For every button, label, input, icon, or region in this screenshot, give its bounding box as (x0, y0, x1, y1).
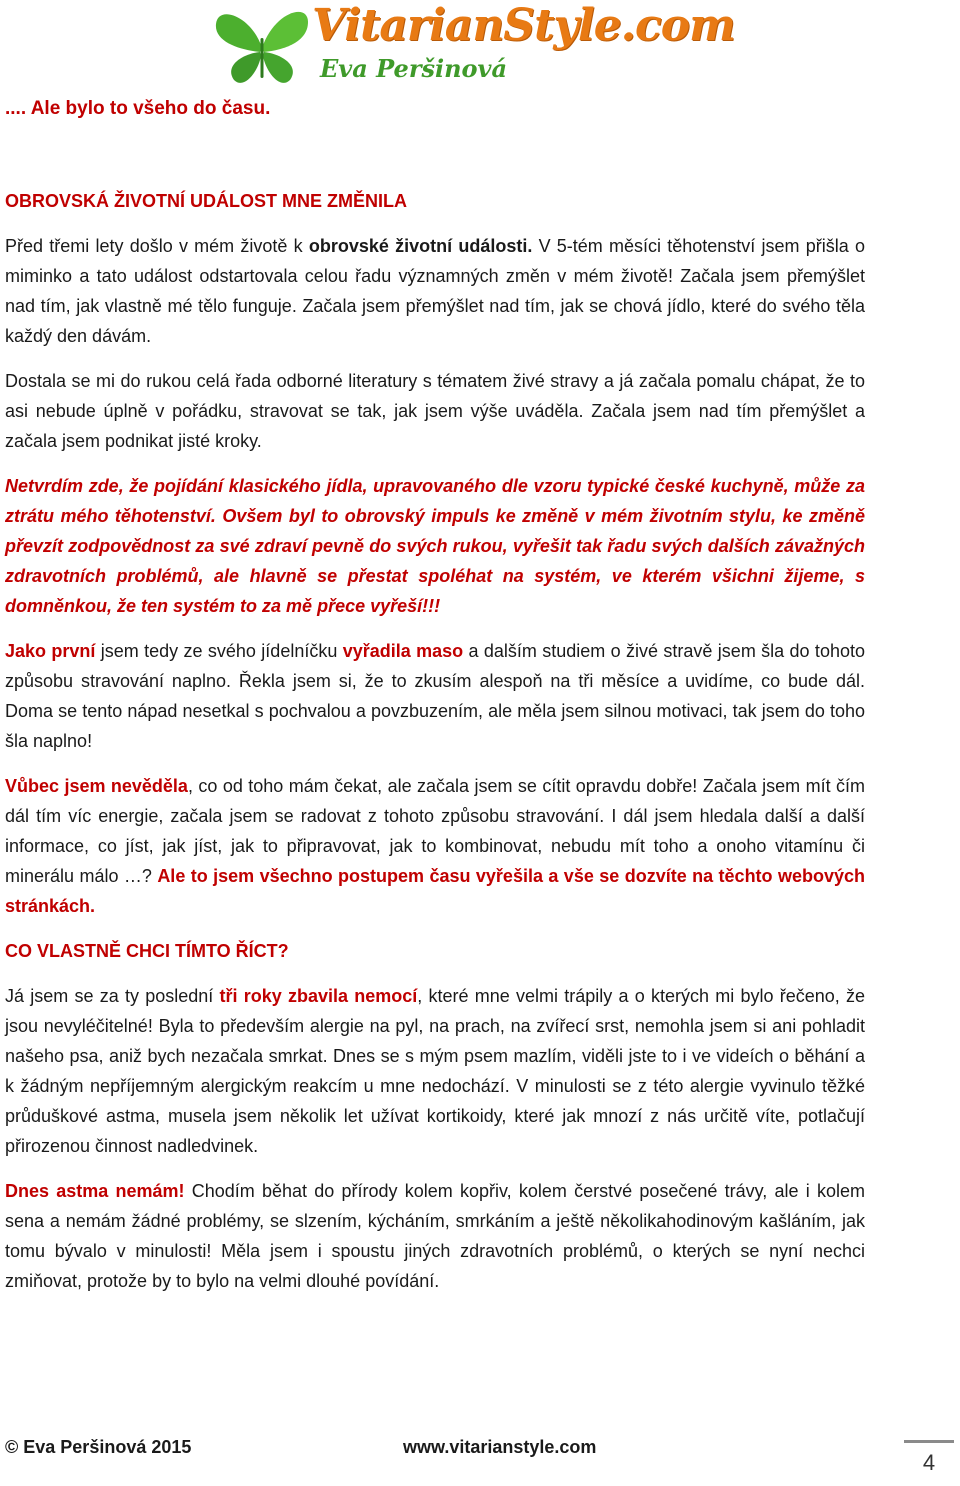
bold-red-text: vyřadila maso (342, 641, 464, 661)
text-run: jsem tedy ze svého jídelníčku (95, 641, 343, 661)
paragraph (5, 771, 865, 921)
section-heading: CO VLASTNĚ CHCI TÍMTO ŘÍCT? (5, 941, 289, 961)
article-body (5, 186, 865, 1311)
text-run: , které mne velmi trápily a o kterých mi bylo řečeno, že jsou nevyléčitelné! Byla to především alergie na pyl, na prach, na zvířecí srst, nemohla jsem si ani pohladit našeho psa, aniž bych nezačala smrkat. Dnes se s mým psem mazlím, viděli jste to i ve videích o běhání a k žádným nepříjemným alergickým reakcím u mne nedochází. V minulosti se z této alergie vyvinulo těžké průduškové astma, musela jsem několik let užívat kortikoidy, které jak mnozí z nás určitě víte, potlačují přirozenou činnost nadledvinek. (5, 986, 865, 1156)
paragraph (5, 231, 865, 351)
text-run: Chodím běhat do přírody kolem kopřiv, kolem čerstvé posečené trávy, ale i kolem sena a nemám žádné problémy, se slzením, kýcháním, smrkáním a ještě několikahodinovým kašláním, jak tomu bývalo v minulosti! Měla jsem i spoustu jiných zdravotních problémů, o kterých se nyní nechci zmiňovat, protože by to bylo na velmi dlouhé povídání. (5, 1181, 865, 1291)
text-run: Před třemi lety došlo v mém životě k (5, 236, 309, 256)
text-run: a dalším studiem o živé stravě jsem šla do tohoto způsobu stravování naplno. Řekla jsem si, že to zkusím alespoň na tři měsíce a uvidíme, co bude dál. Doma se tento nápad nesetkal s pochvalou a povzbuzením, ale měla jsem silnou motivaci, tak jsem do toho šla naplno! (5, 641, 865, 751)
text-run: Já jsem se za ty poslední (5, 986, 220, 1006)
bold-red-text: Vůbec jsem nevěděla (5, 776, 188, 796)
bold-red-text: Jako první (5, 641, 96, 661)
emphasized-paragraph: Netvrdím zde, že pojídání klasického jídla, upravovaného dle vzoru typické české kuchyně, může za ztrátu mého těhotenství. Ovšem byl to obrovský impuls ke změně v mém životním stylu, ke změně převzít zodpovědnost za své zdraví pevně do svých rukou, vyřešit tak řadu svých dalších závažných zdravotních problémů, ale hlavně se přestat spoléhat na systém, ve kterém všichni žijeme, s domněnkou, že ten systém to za mě přece vyřeší!!! (5, 476, 865, 616)
paragraph (5, 636, 865, 756)
text-run: V 5-tém měsíci těhotenství jsem přišla o miminko a tato událost odstartovala celou řadu významných změn v mém životě! Začala jsem přemýšlet nad tím, jak vlastně mé tělo funguje. Začala jsem přemýšlet nad tím, jak se chová jídlo, které do svého těla každý den dávám. (5, 236, 865, 346)
tagline: .... Ale bylo to všeho do času. (5, 98, 271, 119)
footer-website-link[interactable]: www.vitarianstyle.com (403, 1437, 597, 1457)
bold-red-text: Dnes astma nemám! (5, 1181, 185, 1201)
bold-red-text: tři roky zbavila nemocí (219, 986, 418, 1006)
paragraph (5, 981, 865, 1161)
footer-copyright: © Eva Peršinová 2015 (5, 1437, 192, 1457)
section-heading: OBROVSKÁ ŽIVOTNÍ UDÁLOST MNE ZMĚNILA (5, 191, 407, 211)
butterfly-icon (212, 2, 312, 88)
paragraph: Dostala se mi do rukou celá řada odborné literatury s tématem živé stravy a já začala pomalu chápat, že to asi nebude úplně v pořádku, stravovat se tak, jak jsem výše uváděla. Začala jsem nad tím přemýšlet a začala jsem podnikat jisté kroky. (5, 371, 865, 451)
logo-brand-text: VitarianStyle.com (312, 0, 735, 51)
site-logo (212, 0, 735, 92)
page-number: 4 (904, 1440, 954, 1485)
bold-text: obrovské životní události. (308, 236, 533, 256)
paragraph (5, 1176, 865, 1296)
text-run: , co od toho mám čekat, ale začala jsem se cítit opravdu dobře! Začala jsem mít čím dál tím víc energie, začala jsem se radovat z tohoto způsobu stravování. I dál jsem hledala další a další informace, co jíst, jak jíst, jak to připravovat, jak to kombinovat, nebudu mít toho a onoho vitamínu či minerálu málo …? (5, 776, 866, 886)
logo-author-text: Eva Peršinová (320, 54, 508, 83)
bold-red-text: Ale to jsem všechno postupem času vyřešila a vše se dozvíte na těchto webových stránkách. (5, 866, 865, 916)
